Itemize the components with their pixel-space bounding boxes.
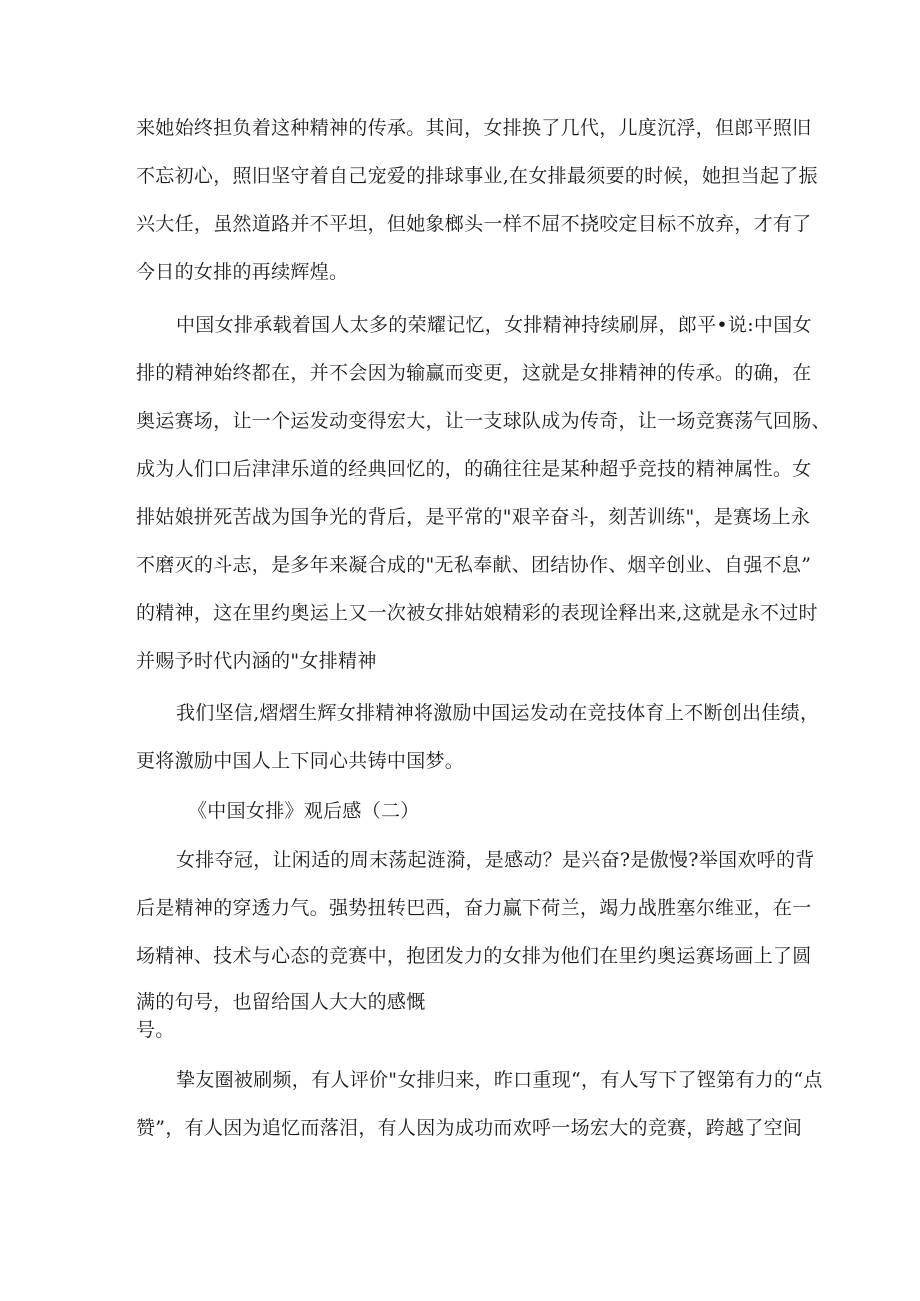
paragraph-line: 兴大任，虽然道路并不平坦，但她象榔头一样不屈不挠咬定目标不放弃，才有了 bbox=[136, 213, 812, 235]
paragraph-line: 赞”，有人因为追忆而落泪，有人因为成功而欢呼一场宏大的竞赛，跨越了空间 bbox=[136, 1117, 803, 1139]
paragraph-line: 挚友圈被刷频，有人评价"女排归来，昨口重现“，有人写下了铿第有力的“点 bbox=[176, 1069, 823, 1091]
paragraph-line: 排姑娘拼死苦战为国争光的背后，是平常的"艰辛奋斗，刻苦训练"，是赛场上永 bbox=[136, 506, 811, 528]
paragraph-line: 的精神，这在里约奥运上又一次被女排姑娘精彩的表现诠释出来,这就是永不过时 bbox=[136, 602, 818, 624]
paragraph-line: 满的句号，也留给国人大大的感慨 bbox=[136, 991, 426, 1013]
paragraph-line: 排的精神始终都在，并不会因为输赢而变更，这就是女排精神的传承。的确，在 bbox=[136, 362, 812, 384]
paragraph-line: 我们坚信,熠熠生辉女排精神将激励中国运发动在竞技体育上不断创出佳绩， bbox=[176, 702, 820, 724]
paragraph-line: 后是精神的穿透力气。强势扭转巴西，奋力赢下荷兰，竭力战胜塞尔维亚，在一 bbox=[136, 897, 812, 919]
paragraph-line: 中国女排承载着国人太多的荣耀记忆，女排精神持续刷屏，郎平•说:中国女 bbox=[176, 314, 812, 336]
paragraph-line: 并赐予时代内涵的"女排精神 bbox=[136, 650, 377, 672]
paragraph-line: 女排夺冠，让闲适的周末荡起涟漪，是感动？是兴奋?是傲慢?举国欢呼的背 bbox=[176, 849, 815, 871]
paragraph-line: 成为人们口后津津乐道的经典回忆的，的确往往是某种超乎竞技的精神属性。女 bbox=[136, 458, 812, 480]
paragraph-line: 更将激励中国人上下同心共铸中国梦。 bbox=[136, 750, 465, 772]
paragraph-line: 来她始终担负着这种精神的传承。其间，女排换了几代，儿度沉浮，但郎平照旧 bbox=[136, 117, 812, 139]
paragraph-line: 今日的女排的再续辉煌。 bbox=[136, 261, 349, 283]
paragraph-line: 号。 bbox=[136, 1019, 175, 1041]
paragraph-line: 场精神、技术与心态的竞赛中，抱团发力的女排为他们在里约奥运赛场画上了圆 bbox=[136, 945, 812, 967]
section-title: 《中国女排》观后感（二） bbox=[188, 800, 420, 822]
paragraph-line: 奥运赛场，让一个运发动变得宏大，让一支球队成为传奇，让一场竞赛荡气回肠、 bbox=[136, 410, 831, 432]
paragraph-line: 不磨灭的斗志，是多年来凝合成的"无私奉献、团结协作、烟辛创业、自强不息” bbox=[136, 554, 812, 576]
paragraph-line: 不忘初心，照旧坚守着自己宠爱的排球事业,在女排最须要的时候，她担当起了振 bbox=[136, 165, 818, 187]
